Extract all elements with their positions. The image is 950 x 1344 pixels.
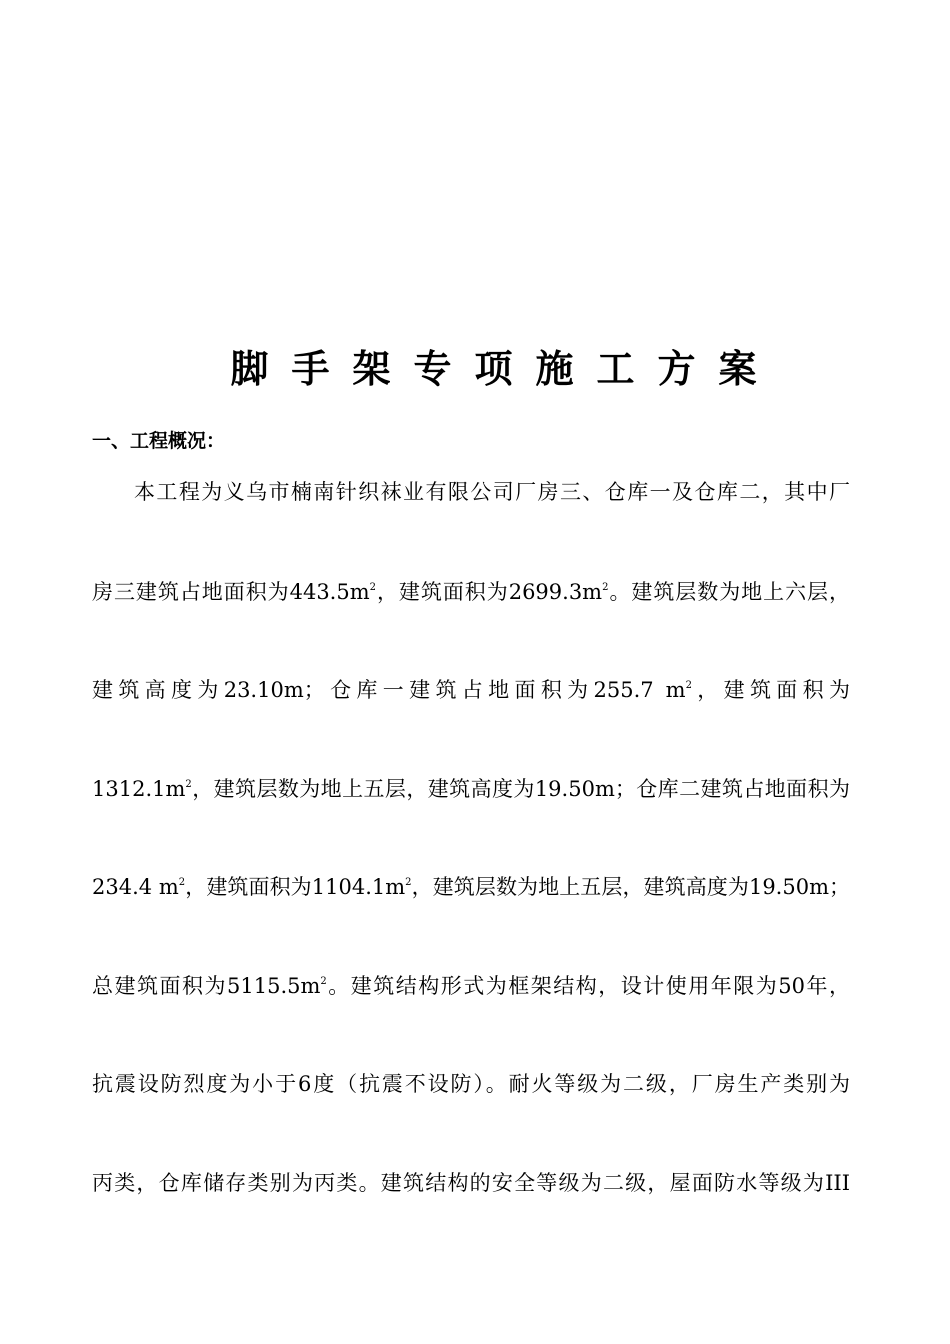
- superscript-two: 2: [369, 582, 377, 593]
- document-title: 脚手架专项施工方案: [230, 346, 780, 391]
- paragraph-line-3: 建筑高度为23.10m；仓库一建筑占地面积为255.7 $m^2$，建筑面积为: [92, 678, 850, 702]
- paragraph-line-8: 丙类，仓库储存类别为丙类。建筑结构的安全等级为二级，屋面防水等级为III: [92, 1171, 850, 1195]
- paragraph-line-1: 本工程为义乌市楠南针织袜业有限公司厂房三、仓库一及仓库二，其中厂: [134, 480, 850, 504]
- superscript-two: 2: [685, 680, 692, 691]
- superscript-two: 2: [602, 582, 609, 593]
- paragraph-line-2: 房三建筑占地面积为$443.5m^2$，建筑面积为$2699.3m^2$。建筑层数为地上六层，: [92, 580, 850, 604]
- paragraph-line-5: 234.4 $m^2$，建筑面积为$1104.1m^2$，建筑层数为地上五层，建筑高度为19.50m；: [92, 875, 850, 899]
- paragraph-line-7: 抗震设防烈度为小于6度（抗震不设防）。耐火等级为二级，厂房生产类别为: [92, 1072, 850, 1096]
- section-heading: 一、工程概况：: [92, 430, 226, 452]
- superscript-two: 2: [178, 877, 186, 888]
- paragraph-line-4: $1312.1m^2$，建筑层数为地上五层，建筑高度为19.50m；仓库二建筑占地面积为: [92, 777, 850, 801]
- superscript-two: 2: [405, 877, 412, 888]
- superscript-two: 2: [320, 976, 327, 987]
- superscript-two: 2: [185, 779, 192, 790]
- paragraph-line-6: 总建筑面积为$5115.5m^2$。建筑结构形式为框架结构，设计使用年限为50年，: [92, 974, 850, 998]
